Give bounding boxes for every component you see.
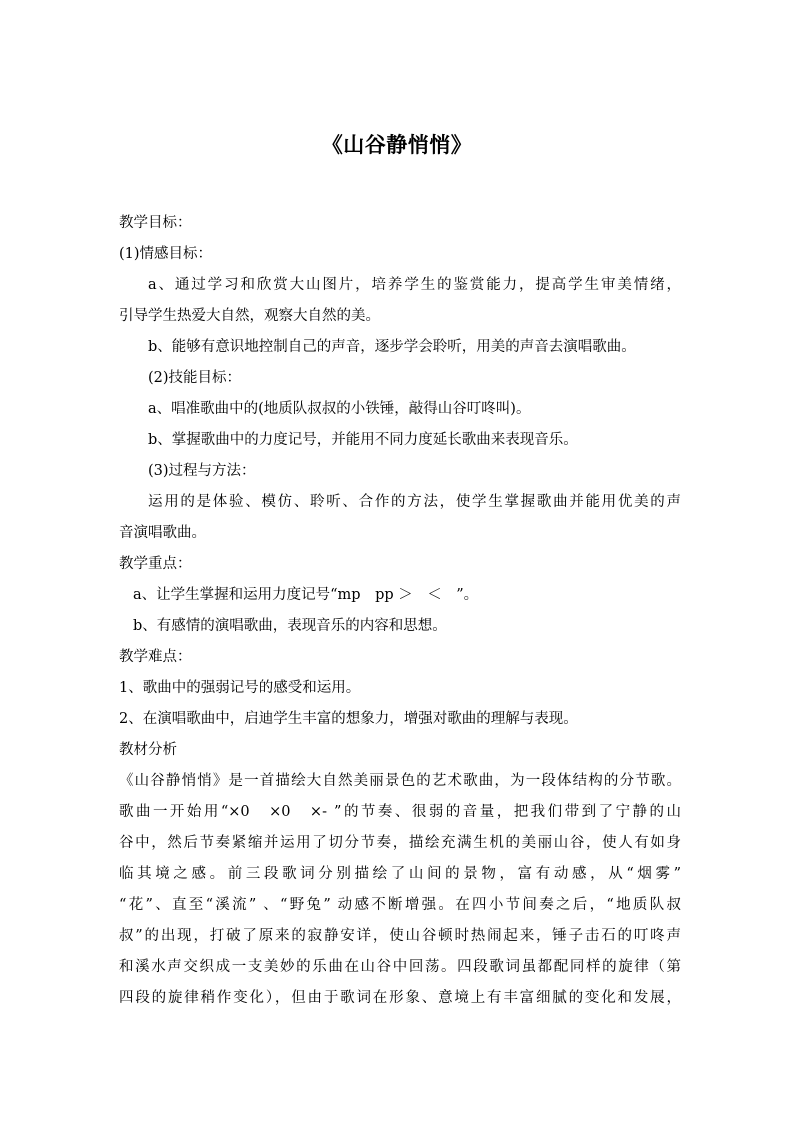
paragraph-line: 叔”的出现，打破了原来的寂静安详，使山谷顿时热闹起来，锤子击石的叮咚声 [119, 928, 681, 944]
paragraph-line: 临其境之感。前三段歌词分别描绘了山间的景物，富有动感，从“烟雾” [119, 866, 681, 882]
subheading-skill-goal: (2)技能目标： [148, 370, 242, 386]
document-body [119, 208, 681, 1014]
paragraph-line: 运用的是体验、模仿、聆听、合作的方法，使学生掌握歌曲并能用优美的声 [148, 494, 681, 510]
subheading-emotional-goal: (1)情感目标： [119, 246, 213, 262]
section-heading-material-analysis: 教材分析 [119, 742, 177, 758]
paragraph-line: “花”、直至“溪流” 、“野兔” 动感不断增强。在四小节间奏之后，“地质队叔 [119, 897, 681, 913]
paragraph-line: 音演唱歌曲。 [119, 525, 206, 541]
paragraph-line: a、唱准歌曲中的(地质队叔叔的小铁锤，敲得山谷叮咚叫)。 [148, 401, 531, 417]
paragraph-line: b、有感情的演唱歌曲，表现音乐的内容和思想。 [133, 618, 447, 634]
section-heading-difficulties: 教学难点： [119, 649, 192, 665]
page-title: 《山谷静悄悄》 [321, 133, 473, 157]
paragraph-line: a、让学生掌握和运用力度记号“mp pp ＞ ＜ ”。 [133, 587, 479, 603]
section-heading-objectives: 教学目标： [119, 215, 192, 231]
paragraph-line: 和溪水声交织成一支美妙的乐曲在山谷中回荡。四段歌词虽都配同样的旋律（第 [119, 959, 681, 975]
paragraph-line: 谷中，然后节奏紧缩并运用了切分节奏，描绘充满生机的美丽山谷，使人有如身 [119, 835, 681, 851]
paragraph-line: 1、歌曲中的强弱记号的感受和运用。 [119, 680, 361, 696]
paragraph-line: 歌曲一开始用“×0 ×0 ×- ”的节奏、很弱的音量，把我们带到了宁静的山 [119, 804, 681, 820]
paragraph-line: 《山谷静悄悄》是一首描绘大自然美丽景色的艺术歌曲，为一段体结构的分节歌。 [119, 773, 681, 789]
paragraph-line: 2、在演唱歌曲中，启迪学生丰富的想象力，增强对歌曲的理解与表现。 [119, 711, 578, 727]
section-heading-key-points: 教学重点： [119, 556, 192, 572]
subheading-process-method: (3)过程与方法： [148, 463, 256, 479]
paragraph-line: 引导学生热爱大自然，观察大自然的美。 [119, 308, 380, 324]
paragraph-line: b、能够有意识地控制自己的声音，逐步学会聆听，用美的声音去演唱歌曲。 [148, 339, 636, 355]
paragraph-line: 四段的旋律稍作变化），但由于歌词在形象、意境上有丰富细腻的变化和发展， [119, 990, 681, 1006]
paragraph-line: b、掌握歌曲中的力度记号，并能用不同力度延长歌曲来表现音乐。 [148, 432, 578, 448]
paragraph-line: a、通过学习和欣赏大山图片，培养学生的鉴赏能力，提高学生审美情绪， [148, 277, 681, 293]
